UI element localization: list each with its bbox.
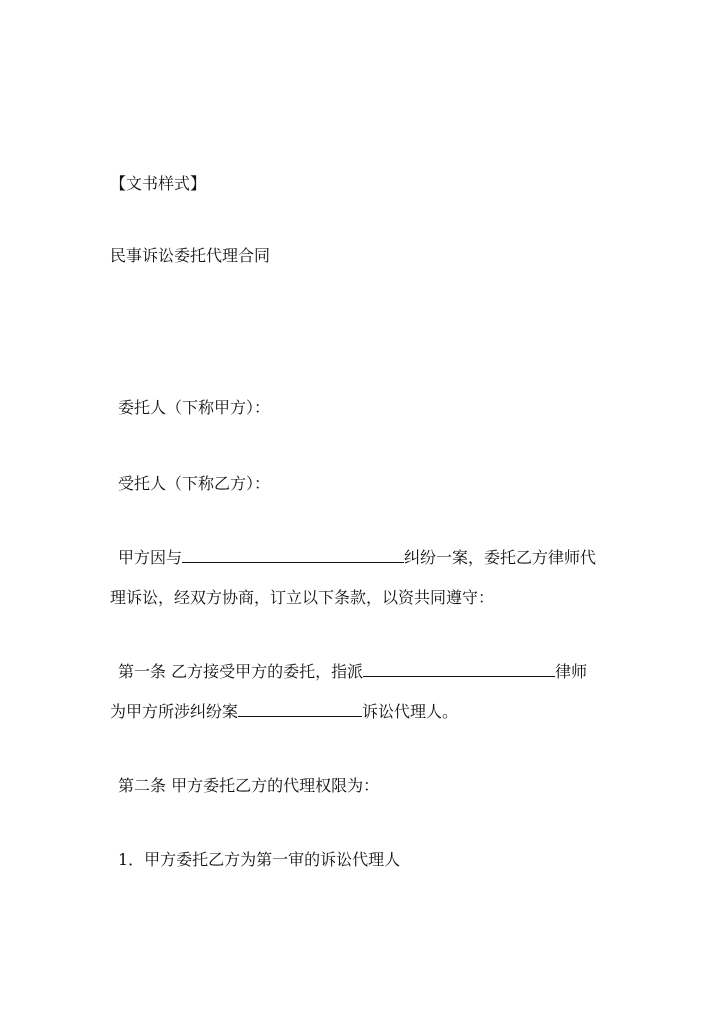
article-1-line-2-suffix: 诉讼代理人。 [362, 702, 459, 721]
article-1-line-2 [110, 702, 458, 722]
document-title: 民事诉讼委托代理合同 [110, 246, 271, 265]
case-name-blank [238, 702, 362, 717]
item-1-line: 1．甲方委托乙方为第一审的诉讼代理人 [118, 850, 401, 869]
paragraph-1-suffix: 纠纷一案，委托乙方律师代 [404, 548, 597, 567]
dispute-party-blank [182, 548, 404, 563]
paragraph-1-line-2: 理诉讼，经双方协商，订立以下条款，以资共同遵守： [110, 588, 495, 607]
article-1-prefix: 第一条 乙方接受甲方的委托，指派 [118, 662, 364, 681]
article-1-line-2-prefix: 为甲方所涉纠纷案 [110, 702, 239, 721]
lawyer-name-blank [363, 662, 555, 677]
heading-tag: 【文书样式】 [110, 174, 207, 193]
article-1-line-1 [118, 662, 587, 682]
paragraph-1-prefix: 甲方因与 [118, 548, 183, 567]
paragraph-1-line-1 [118, 548, 596, 568]
article-2-line: 第二条 甲方委托乙方的代理权限为： [118, 776, 380, 795]
principal-line: 委托人（下称甲方）： [118, 398, 271, 417]
article-1-suffix: 律师 [555, 662, 588, 681]
agent-line: 受托人（下称乙方）： [118, 474, 271, 493]
